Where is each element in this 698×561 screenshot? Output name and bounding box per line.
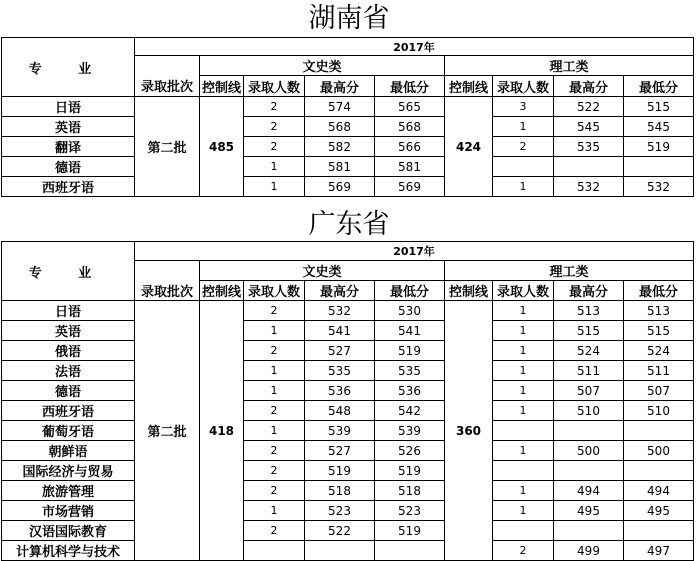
li-max: 499: [554, 541, 624, 561]
wen-count: 2: [244, 441, 305, 461]
li-min: 495: [624, 501, 694, 521]
wen-min: 518: [375, 481, 445, 501]
batch-cell: 第二批: [135, 97, 200, 197]
table-row: [2, 421, 694, 441]
major-header: 专 业: [2, 38, 135, 97]
li-control-cell: 360: [445, 301, 493, 561]
li-count: 2: [493, 137, 554, 157]
wen-count: 2: [244, 481, 305, 501]
wen-min-header: 最低分: [375, 281, 445, 301]
li-max: 495: [554, 501, 624, 521]
li-control-header: 控制线: [445, 76, 493, 97]
major-name: 翻译: [2, 137, 135, 157]
wen-max: 541: [305, 321, 375, 341]
wen-min: 569: [375, 177, 445, 197]
li-max: 532: [554, 177, 624, 197]
table-row: [2, 301, 694, 321]
wen-max: 522: [305, 521, 375, 541]
wen-min: 539: [375, 421, 445, 441]
li-max: [554, 461, 624, 481]
li-count-header: 录取人数: [493, 281, 554, 301]
wen-count: 1: [244, 421, 305, 441]
li-control-cell: 424: [445, 97, 493, 197]
li-category-header: 理工类: [445, 261, 694, 281]
table-row: [2, 441, 694, 461]
major-name: 西班牙语: [2, 177, 135, 197]
wen-max: 519: [305, 461, 375, 481]
wen-min: 519: [375, 341, 445, 361]
table-row: [2, 461, 694, 481]
wen-min: 565: [375, 97, 445, 117]
wen-max: 569: [305, 177, 375, 197]
li-count: 1: [493, 381, 554, 401]
province-title-hunan: 湖南省: [308, 3, 390, 34]
wen-count: 2: [244, 301, 305, 321]
wen-max: 527: [305, 341, 375, 361]
wen-count-header: 录取人数: [244, 281, 305, 301]
table-row: [2, 381, 694, 401]
province-title-guangdong: 广东省: [308, 209, 390, 240]
major-name: 日语: [2, 301, 135, 321]
li-max: [554, 157, 624, 177]
li-min: 532: [624, 177, 694, 197]
wen-max: 581: [305, 157, 375, 177]
table-row: [2, 521, 694, 541]
li-max: 522: [554, 97, 624, 117]
li-min: 511: [624, 361, 694, 381]
wen-min-header: 最低分: [375, 76, 445, 97]
li-count: 1: [493, 341, 554, 361]
wen-max: 568: [305, 117, 375, 137]
major-name: 旅游管理: [2, 481, 135, 501]
wen-count: 1: [244, 361, 305, 381]
li-min: 519: [624, 137, 694, 157]
li-max: 535: [554, 137, 624, 157]
wen-min: 568: [375, 117, 445, 137]
li-max: 513: [554, 301, 624, 321]
li-max: 507: [554, 381, 624, 401]
li-max: 511: [554, 361, 624, 381]
wen-control-header: 控制线: [200, 281, 244, 301]
wen-max: 548: [305, 401, 375, 421]
major-name: 俄语: [2, 341, 135, 361]
wen-count: 1: [244, 381, 305, 401]
wen-max: 532: [305, 301, 375, 321]
wen-min: 523: [375, 501, 445, 521]
li-min-header: 最低分: [624, 76, 694, 97]
table-row: [2, 501, 694, 521]
wen-min: [375, 541, 445, 561]
wen-control-cell: 485: [200, 97, 244, 197]
li-max: 494: [554, 481, 624, 501]
wen-min: 581: [375, 157, 445, 177]
li-category-header: 理工类: [445, 56, 694, 76]
li-count: 1: [493, 481, 554, 501]
major-name: 汉语国际教育: [2, 521, 135, 541]
li-count: 1: [493, 301, 554, 321]
wen-max: 518: [305, 481, 375, 501]
li-count: [493, 421, 554, 441]
li-count-header: 录取人数: [493, 76, 554, 97]
wen-max-header: 最高分: [305, 76, 375, 97]
li-max: 545: [554, 117, 624, 137]
wen-category-header: 文史类: [200, 56, 445, 76]
year-header: 2017年: [135, 242, 694, 261]
wen-min: 519: [375, 461, 445, 481]
wen-min: 519: [375, 521, 445, 541]
table-row: [2, 481, 694, 501]
admission-table-guangdong: [1, 241, 694, 561]
batch-cell: 第二批: [135, 301, 200, 561]
wen-min: 526: [375, 441, 445, 461]
wen-max: 535: [305, 361, 375, 381]
major-name: 德语: [2, 381, 135, 401]
major-name: 国际经济与贸易: [2, 461, 135, 481]
wen-min: 541: [375, 321, 445, 341]
major-name: 朝鲜语: [2, 441, 135, 461]
wen-max: 527: [305, 441, 375, 461]
major-name: 市场营销: [2, 501, 135, 521]
wen-min: 542: [375, 401, 445, 421]
table-row: [2, 157, 694, 177]
li-min: [624, 461, 694, 481]
wen-count: 1: [244, 501, 305, 521]
wen-count: 1: [244, 177, 305, 197]
wen-min: 566: [375, 137, 445, 157]
major-name: 计算机科学与技术: [2, 541, 135, 561]
li-count: 1: [493, 501, 554, 521]
wen-count: 2: [244, 461, 305, 481]
li-count: 1: [493, 177, 554, 197]
li-max: 500: [554, 441, 624, 461]
table-row: [2, 97, 694, 117]
wen-category-header: 文史类: [200, 261, 445, 281]
li-count: 1: [493, 361, 554, 381]
batch-header: 录取批次: [135, 281, 200, 301]
li-min: 545: [624, 117, 694, 137]
li-min: [624, 421, 694, 441]
wen-max: 536: [305, 381, 375, 401]
wen-control-cell: 418: [200, 301, 244, 561]
li-min: 500: [624, 441, 694, 461]
table-row: [2, 341, 694, 361]
table-row: [2, 401, 694, 421]
li-max-header: 最高分: [554, 281, 624, 301]
li-max: [554, 421, 624, 441]
li-min: 510: [624, 401, 694, 421]
wen-max: [305, 541, 375, 561]
li-count: 2: [493, 541, 554, 561]
wen-max: 539: [305, 421, 375, 441]
li-min: 494: [624, 481, 694, 501]
li-min: 515: [624, 321, 694, 341]
major-name: 英语: [2, 117, 135, 137]
table-row: [2, 137, 694, 157]
li-min-header: 最低分: [624, 281, 694, 301]
li-control-header: 控制线: [445, 281, 493, 301]
wen-count: 2: [244, 97, 305, 117]
admission-table-hunan: [1, 37, 694, 197]
major-name: 德语: [2, 157, 135, 177]
wen-count-header: 录取人数: [244, 76, 305, 97]
wen-max: 582: [305, 137, 375, 157]
wen-count: 2: [244, 117, 305, 137]
li-min: 515: [624, 97, 694, 117]
li-min: [624, 521, 694, 541]
li-max: 515: [554, 321, 624, 341]
table-row: [2, 321, 694, 341]
table-row: [2, 541, 694, 561]
major-name: 葡萄牙语: [2, 421, 135, 441]
wen-count: 2: [244, 137, 305, 157]
year-header: 2017年: [135, 38, 694, 56]
wen-control-header: 控制线: [200, 76, 244, 97]
wen-max: 523: [305, 501, 375, 521]
major-name: 日语: [2, 97, 135, 117]
li-min: [624, 157, 694, 177]
li-count: 3: [493, 97, 554, 117]
wen-count: 1: [244, 157, 305, 177]
li-count: [493, 521, 554, 541]
table-row: [2, 177, 694, 197]
li-count: 1: [493, 321, 554, 341]
major-name: 英语: [2, 321, 135, 341]
li-min: 524: [624, 341, 694, 361]
wen-count: 1: [244, 321, 305, 341]
wen-max-header: 最高分: [305, 281, 375, 301]
wen-min: 535: [375, 361, 445, 381]
major-name: 西班牙语: [2, 401, 135, 421]
wen-min: 536: [375, 381, 445, 401]
li-count: 1: [493, 401, 554, 421]
wen-max: 574: [305, 97, 375, 117]
table-row: [2, 117, 694, 137]
li-max: 510: [554, 401, 624, 421]
li-count: [493, 461, 554, 481]
li-min: 507: [624, 381, 694, 401]
li-max: 524: [554, 341, 624, 361]
li-count: 1: [493, 117, 554, 137]
li-max-header: 最高分: [554, 76, 624, 97]
li-min: 513: [624, 301, 694, 321]
wen-min: 530: [375, 301, 445, 321]
wen-count: 2: [244, 521, 305, 541]
table-row: [2, 361, 694, 381]
wen-count: [244, 541, 305, 561]
wen-count: 2: [244, 341, 305, 361]
li-min: 497: [624, 541, 694, 561]
wen-count: 2: [244, 401, 305, 421]
major-header: 专 业: [2, 242, 135, 301]
li-count: [493, 157, 554, 177]
batch-header: 录取批次: [135, 76, 200, 97]
li-count: 1: [493, 441, 554, 461]
li-max: [554, 521, 624, 541]
major-name: 法语: [2, 361, 135, 381]
